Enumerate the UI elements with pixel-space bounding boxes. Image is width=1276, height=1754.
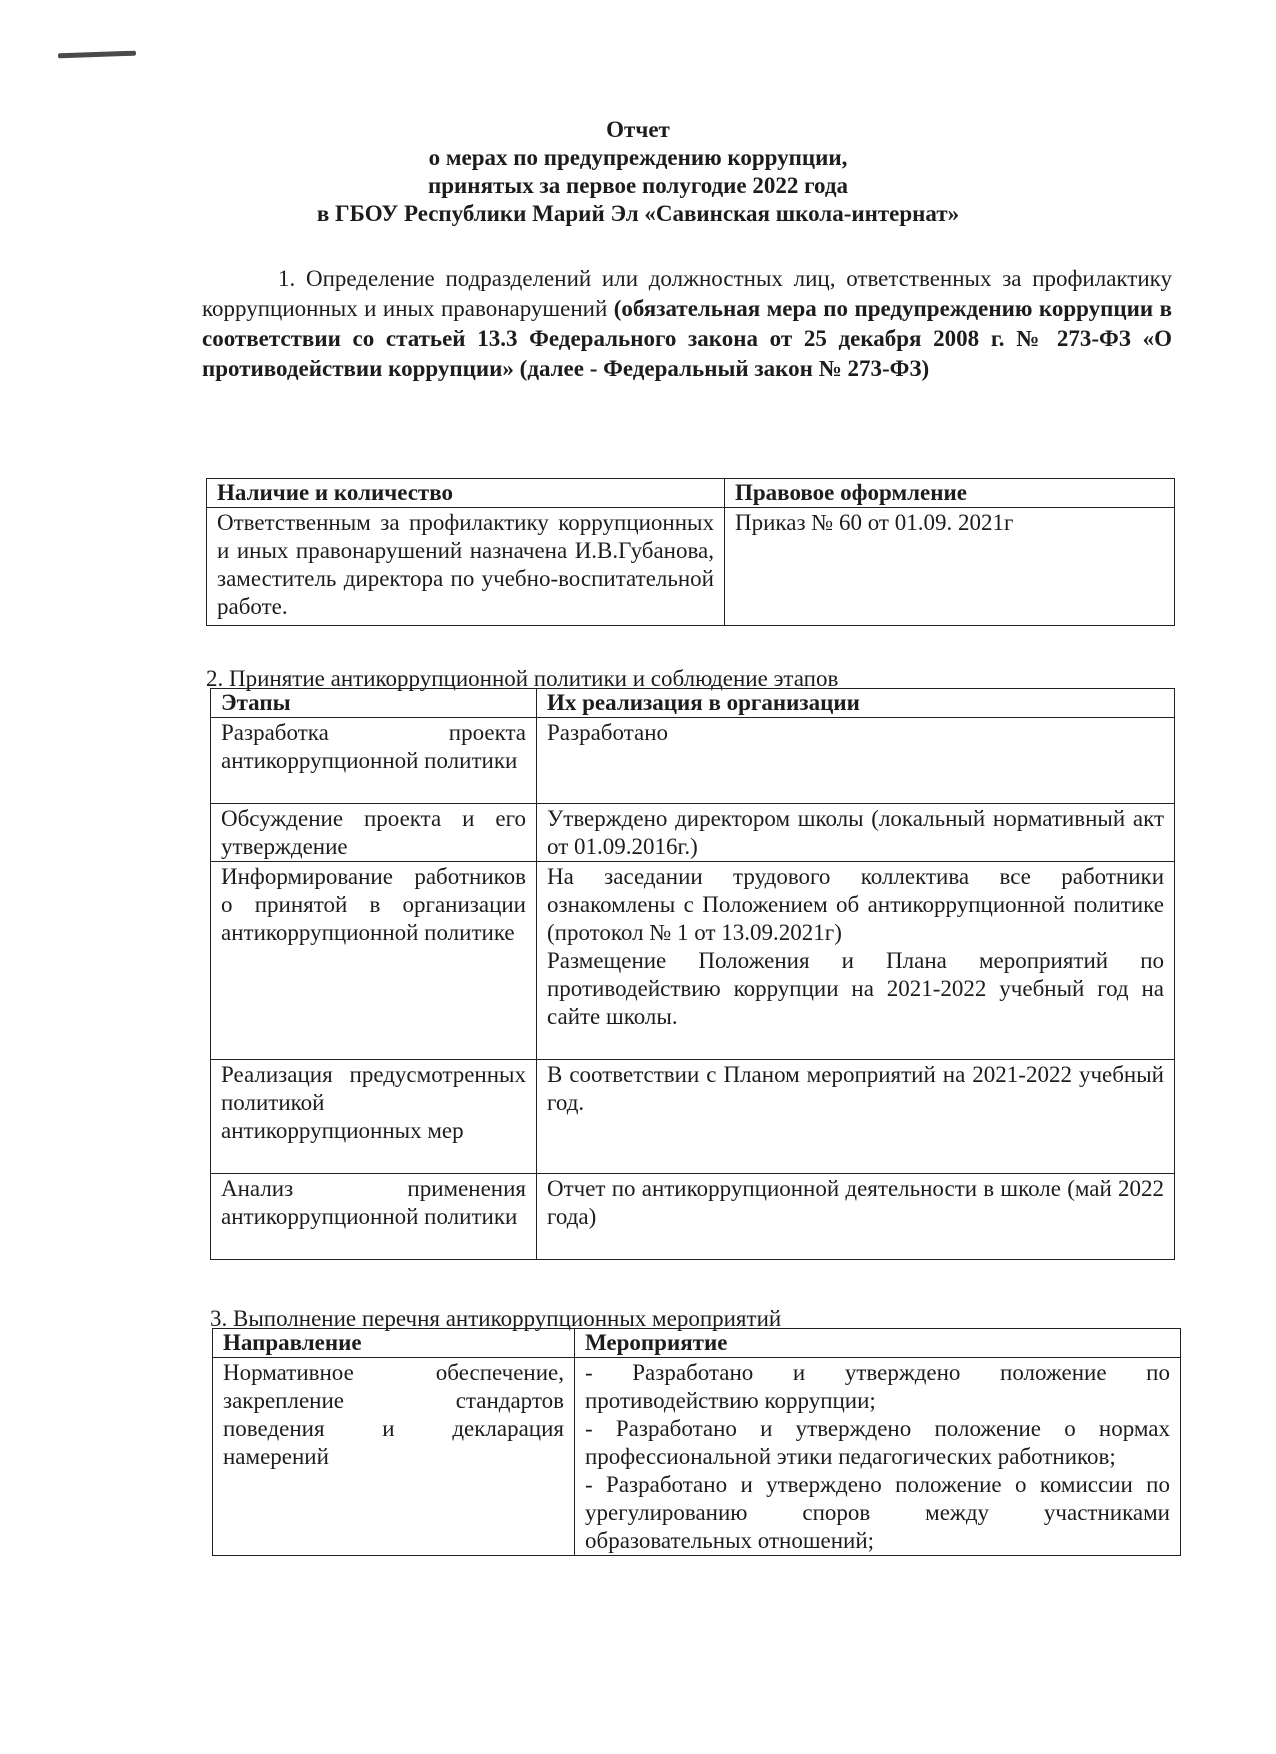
section-1-intro-text: 1. Определение подразделений или должностных лиц, ответственных за профилактику коррупционных и иных правонарушений	[202, 266, 1172, 321]
section-1-intro	[202, 264, 1172, 384]
scan-artifact-mark	[58, 51, 136, 59]
header-legal-form: Правовое оформление	[725, 479, 1175, 508]
section-3-caption: 3. Выполнение перечня антикоррупционных мероприятий	[210, 1306, 782, 1331]
measure-cell	[575, 1358, 1181, 1556]
report-title	[0, 116, 1276, 228]
stage-cell: Обсуждение проекта и его утверждение	[211, 804, 537, 862]
section-2-caption: 2. Принятие антикоррупционной политики и соблюдение этапов	[206, 666, 839, 691]
table-header-row	[211, 689, 1175, 718]
table-row	[211, 804, 1175, 862]
order-reference-cell: Приказ № 60 от 01.09. 2021г	[725, 508, 1175, 626]
title-line-3: принятых за первое полугодие 2022 года	[428, 173, 848, 198]
table-row	[211, 718, 1175, 804]
implementation-cell	[537, 862, 1175, 1060]
responsible-persons-table	[206, 478, 1175, 626]
stage-cell: Информирование работников о принятой в организации антикоррупционной политике	[211, 862, 537, 1060]
section-1-intro-legal-reference: (обязательная мера по предупреждению коррупции в соответствии со статьей 13.3 Федерального закона от 25 декабря 2008 г. № 273-ФЗ «О противодействии коррупции» (далее - Федеральный закон № 273-ФЗ)	[202, 296, 1172, 381]
table-row	[213, 1358, 1181, 1556]
header-stages: Этапы	[211, 689, 537, 718]
implementation-cell: Отчет по антикоррупционной деятельности в школе (май 2022 года)	[537, 1174, 1175, 1260]
policy-stages-table	[210, 688, 1175, 1260]
table-row	[211, 1174, 1175, 1260]
header-implementation: Их реализация в организации	[537, 689, 1175, 718]
measure-item: - Разработано и утверждено положение о нормах профессиональной этики педагогических работников;	[585, 1416, 1170, 1469]
stage-cell: Реализация предусмотренных политикой антикоррупционных мер	[211, 1060, 537, 1174]
responsible-person-cell: Ответственным за профилактику коррупционных и иных правонарушений назначена И.В.Губанова, заместитель директора по учебно-воспитательной работе.	[207, 508, 725, 626]
title-line-2: о мерах по предупреждению коррупции,	[428, 145, 848, 170]
implementation-cell: Утверждено директором школы (локальный нормативный акт от 01.09.2016г.)	[537, 804, 1175, 862]
stage-cell: Разработка проекта антикоррупционной политики	[211, 718, 537, 804]
implementation-cell: Разработано	[537, 718, 1175, 804]
table-header-row	[207, 479, 1175, 508]
header-measure: Мероприятие	[575, 1329, 1181, 1358]
measures-table	[212, 1328, 1181, 1556]
table-row	[207, 508, 1175, 626]
measure-item: - Разработано и утверждено положение о комиссии по урегулированию споров между участниками образовательных отношений;	[585, 1472, 1170, 1553]
implementation-cell: В соответствии с Планом мероприятий на 2021-2022 учебный год.	[537, 1060, 1175, 1174]
table-header-row	[213, 1329, 1181, 1358]
header-direction: Направление	[213, 1329, 575, 1358]
implementation-text-website: Размещение Положения и Плана мероприятий по противодействию коррупции на 2021-2022 учебный год на сайте школы.	[547, 948, 1164, 1029]
implementation-text-meeting: На заседании трудового коллектива все работники ознакомлены с Положением об антикоррупционной политике (протокол № 1 от 13.09.2021г)	[547, 864, 1164, 945]
header-presence-count: Наличие и количество	[207, 479, 725, 508]
title-line-1: Отчет	[606, 117, 670, 142]
direction-cell: Нормативное обеспечение, закрепление стандартов поведения и декларация намерений	[213, 1358, 575, 1556]
stage-cell: Анализ применения антикоррупционной политики	[211, 1174, 537, 1260]
table-row	[211, 1060, 1175, 1174]
title-line-4: в ГБОУ Республики Марий Эл «Савинская школа-интернат»	[316, 201, 960, 226]
measure-item: - Разработано и утверждено положение по противодействию коррупции;	[585, 1360, 1170, 1413]
table-row	[211, 862, 1175, 1060]
